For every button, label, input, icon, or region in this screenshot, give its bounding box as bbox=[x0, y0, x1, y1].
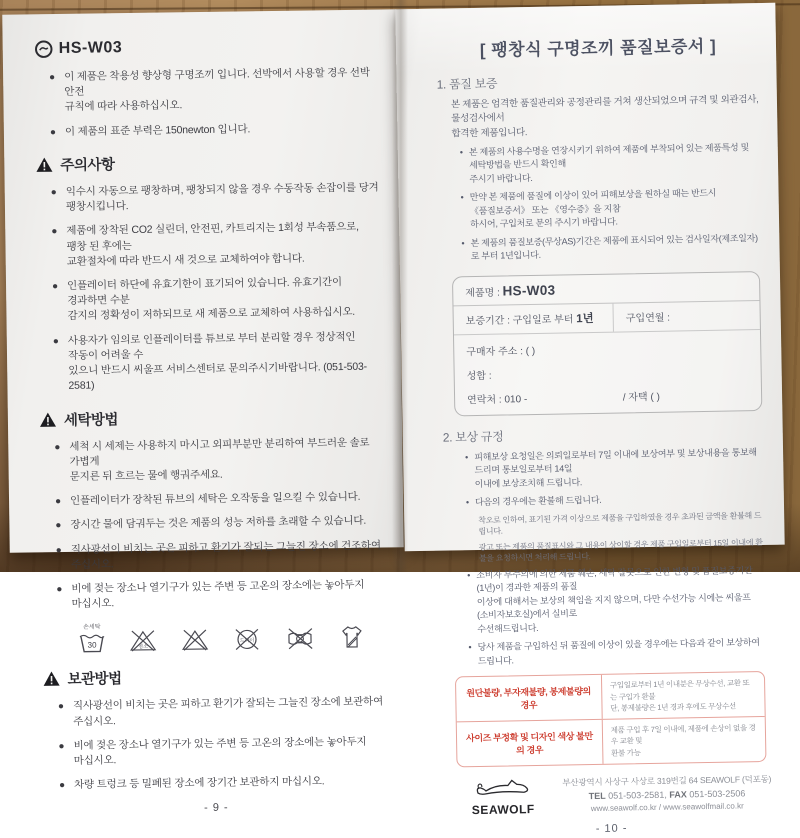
seawolf-logo bbox=[459, 776, 548, 818]
washing-section-heading bbox=[40, 404, 382, 430]
washing-bullet-4: 직사광선이 비치는 곳은 피하고 환기가 잘되는 그늘진 장소에 건조하여 주십시오. bbox=[70, 539, 381, 571]
refund-case-1: 착오로 인하여, 표기된 가격 이상으로 제품을 구입하였을 경우 초과된 금액을 환불해 드립니다. bbox=[478, 510, 762, 536]
booklet-spine-shadow bbox=[392, 0, 408, 572]
bullet-dot: ● bbox=[55, 520, 62, 532]
buyer-name-field: 성함 : bbox=[466, 370, 492, 382]
product-title-row bbox=[35, 36, 377, 59]
tel-label: TEL bbox=[588, 791, 606, 802]
bullet-dot: • bbox=[459, 146, 464, 158]
table-row bbox=[456, 672, 765, 721]
bullet-dot: ● bbox=[58, 740, 65, 752]
svg-text:30: 30 bbox=[87, 640, 97, 651]
list-item bbox=[50, 120, 378, 140]
company-contact-block bbox=[561, 773, 774, 814]
company-phone-line bbox=[561, 788, 773, 802]
caution-bullet-3: 인플레이터 하단에 유효기한이 표기되어 있습니다. 유효기간이 경과하면 수분 감지의 정확성이 저하되므로 새 제품으로 교체하여 사용하십시오. bbox=[67, 276, 356, 323]
contact-home-label: / 자택 ( ) bbox=[622, 391, 660, 404]
bullet-dot: ● bbox=[49, 72, 56, 84]
warranty-period-cell bbox=[453, 303, 613, 334]
contact-mobile-label: 연락처 : 010 - bbox=[467, 393, 528, 406]
washing-bullet-5: 비에 젖는 장소나 열기구가 있는 주변 등 고온의 장소에는 놓아두지 마십시오. bbox=[71, 578, 365, 611]
company-address: 부산광역시 사상구 사상로 319번길 64 SEAWOLF (덕포동) bbox=[562, 774, 772, 788]
table-row bbox=[457, 716, 766, 766]
storage-bullet-2: 비에 젖은 장소나 열기구가 있는 주변 등 고온의 장소에는 놓아두지 마십시오. bbox=[73, 735, 367, 767]
bullet-dot: • bbox=[461, 237, 465, 248]
drip-dry-shirt-icon bbox=[339, 624, 365, 650]
section-title: 세탁방법 bbox=[63, 411, 119, 429]
bullet-dot: ● bbox=[51, 280, 59, 293]
page-number-left: - 9 - bbox=[203, 801, 229, 814]
no-bleach-icon bbox=[181, 628, 209, 652]
svg-text:염소: 염소 bbox=[138, 644, 148, 651]
warranty-registration-card bbox=[452, 271, 762, 416]
hand-wash-30-icon bbox=[79, 622, 105, 654]
seawolf-wolf-sketch-icon bbox=[472, 776, 534, 803]
purchase-date-label: 구입연월 : bbox=[625, 312, 671, 325]
storage-bullet-1: 직사광선이 비치는 곳은 피하고 환기가 잘되는 그늘진 장소에 보관하여 주십시오. bbox=[72, 695, 384, 728]
storage-bullet-3: 차량 트렁크 등 밀폐된 장소에 장기간 보관하지 마십시오. bbox=[73, 775, 325, 792]
washing-bullet-3: 장시간 물에 담궈두는 것은 제품의 성능 저하를 초래할 수 있습니다. bbox=[70, 515, 367, 532]
buyer-address-field: 구매자 주소 : ( ) bbox=[466, 345, 536, 358]
bullet-dot: • bbox=[468, 642, 472, 653]
bullet-dot: ● bbox=[49, 126, 57, 138]
defect-case-cell: 원단불량, 부자재불량, 봉제불량의 경우 bbox=[466, 686, 591, 711]
washing-bullet-1: 세척 시 세제는 사용하지 마시고 외피부분만 분리하여 부드러운 솔로 가볍게 문지른 뒤 흐르는 물에 행궈주세요. bbox=[69, 436, 370, 483]
caution-section-heading bbox=[36, 149, 378, 175]
bullet-dot: ● bbox=[54, 441, 61, 453]
list-item bbox=[49, 66, 378, 116]
seawolf-wordmark: SEAWOLF bbox=[471, 801, 535, 817]
bullet-dot: ● bbox=[52, 335, 59, 347]
fax-value: 051-503-2506 bbox=[689, 788, 746, 800]
buyer-contact-field bbox=[467, 386, 749, 406]
compensation-table bbox=[455, 671, 767, 767]
refund-case-2: 광고 또는 제품의 품질표시와 그 내용이 상이할 경우 제품 구입일로부터 15일 이내에 환불을 요청하시면 처리해 드립니다. bbox=[478, 537, 763, 563]
warranty-title: [ 팽창식 구명조끼 품질보증서 ] bbox=[479, 36, 717, 60]
hand-wash-label: 손세탁 bbox=[83, 624, 101, 632]
section1-heading: 1. 품질 보증 bbox=[436, 76, 498, 92]
bullet-dot: ● bbox=[57, 701, 65, 713]
product-name-value: HS-W03 bbox=[502, 282, 556, 299]
company-footer bbox=[459, 772, 774, 817]
laundry-symbol-row bbox=[79, 618, 385, 654]
compensation-bullet-2: 다음의 경우에는 환불해 드립니다. bbox=[474, 495, 602, 508]
warranty-period-value: 1년 bbox=[576, 312, 594, 325]
tel-value: 051-503-2581, bbox=[608, 789, 667, 802]
caution-bullet-1: 익수시 자동으로 팽창하며, 팽창되지 않을 경우 수동작동 손잡이를 당겨 팽창시킵니다. bbox=[65, 181, 379, 213]
warranty-page-10 bbox=[395, 3, 784, 835]
caution-bullet-4: 사용자가 임의로 인플레이터를 튜브로 부터 분리할 경우 정상적인 작동이 어려울 수 있으니 반드시 씨울프 서비스센터로 문의주시기바랍니다. (051-503-2581) bbox=[67, 330, 368, 393]
buyer-info-block bbox=[454, 330, 761, 415]
warranty-period-label: 보증기간 : 구입일로 부터 bbox=[465, 314, 574, 327]
intro-bullet-1: 이 제품은 착용성 향상형 구명조끼 입니다. 선박에서 사용할 경우 선박 안전 규칙에 따라 사용하십시오. bbox=[64, 66, 370, 114]
section-title: 주의사항 bbox=[60, 157, 115, 174]
bullet-dot: ● bbox=[56, 584, 63, 596]
warning-triangle-icon bbox=[36, 157, 52, 172]
compensation-bullet-1: 피해보상 요청일은 의뢰일로부터 7일 이내에 보상여부 및 보상내용을 통보해 드리며 통보일로부터 14일 이내에 보상조치해 드립니다. bbox=[474, 446, 757, 489]
product-model-title: HS-W03 bbox=[58, 39, 123, 57]
page-number-right: - 10 - bbox=[595, 822, 628, 835]
caution-bullet-2: 제품에 장착된 CO2 실린더, 안전핀, 카트리지는 1회성 부속품으로, 팽창 된 후에는 교환절차에 따라 반드시 새 것으로 교체하여야 합니다. bbox=[66, 221, 359, 268]
bullet-dot: • bbox=[467, 569, 471, 580]
bullet-dot: ● bbox=[50, 186, 57, 198]
bullet-dot: ● bbox=[58, 780, 66, 792]
warning-triangle-icon bbox=[40, 412, 56, 427]
no-wring-icon bbox=[285, 627, 315, 651]
bullet-dot: ● bbox=[54, 496, 62, 508]
washing-bullet-2: 인플레이터가 장착된 튜브의 세탁은 오작동을 일으킬 수 있습니다. bbox=[70, 490, 361, 508]
bullet-dot: ● bbox=[55, 544, 62, 556]
storage-section-heading bbox=[43, 664, 385, 690]
no-chlorine-bleach-icon bbox=[129, 629, 157, 653]
defect-action-cell: 구입일로부터 1년 이내분은 무상수선, 교환 또는 구입가 환불 단, 봉제불량은 1년 경과 후에도 무상수선 bbox=[601, 672, 765, 719]
compensation-bullet-4: 당사 제품을 구입하신 뒤 품질에 이상이 있을 경우에는 다음과 같이 보상하여 드립니다. bbox=[477, 637, 760, 666]
bullet-dot: • bbox=[465, 451, 469, 462]
company-websites: www.seawolf.co.kr / www.seawolfmail.co.kr bbox=[590, 801, 744, 814]
fax-label: FAX bbox=[669, 789, 687, 800]
seawolf-brandmark-icon bbox=[35, 40, 53, 58]
bullet-dot: • bbox=[465, 497, 470, 508]
section1-intro: 본 제품은 엄격한 품질관리와 공정관리를 거쳐 생산되었으며 규격 및 외관검사, 물성검사에서 합격한 제품입니다. bbox=[450, 94, 759, 139]
quality-bullet-1: 본 제품의 사용수명을 연장시키기 위하여 제품에 부착되어 있는 제품특성 및 세탁방법을 반드시 확인해 주시기 바랍니다. bbox=[468, 141, 750, 184]
section2-heading: 2. 보상 규정 bbox=[442, 429, 504, 445]
intro-bullet-2: 이 제품의 표준 부력은 150newton 입니다. bbox=[64, 122, 251, 138]
warning-triangle-icon bbox=[43, 672, 59, 687]
purchase-date-cell bbox=[613, 301, 760, 332]
svg-text:드라이: 드라이 bbox=[239, 638, 255, 645]
bullet-dot: ● bbox=[51, 226, 58, 238]
section-title: 보관방법 bbox=[67, 671, 122, 689]
bullet-dot: • bbox=[460, 192, 464, 203]
size-action-cell: 제품 구입 후 7일 이내에, 제품에 손상이 없을 경우 교환 및 환불 가능 bbox=[601, 717, 765, 764]
quality-bullet-2: 만약 본 제품에 품질에 이상이 있어 피해보상을 원하실 때는 반드시 《품질보증서》 또는 《영수증》을 지참 하시어, 구입처로 문의 주시기 바랍니다. bbox=[469, 188, 717, 230]
no-dry-clean-icon bbox=[233, 628, 261, 652]
quality-bullet-3: 본 제품의 품질보증(무상AS)기간은 제품에 표시되어 있는 검사일자(제조일자)로 부터 1년입니다. bbox=[470, 232, 758, 262]
size-case-cell: 사이즈 부정확 및 디자인 색상 불만의 경우 bbox=[466, 730, 593, 756]
manual-page-9 bbox=[2, 9, 403, 814]
product-name-label: 제품명 : bbox=[465, 287, 500, 299]
compensation-bullet-3: 소비자 부주의에 의한 제품 훼손, 세탁 잘못으로 인한 변형 및 품질보증기간(1년)이 경과한 제품의 품질 이상에 대해서는 보상의 책임을 지지 않으며, 다만 수선가능 시에는 씨울프(소비자보호실)에서 실비로 수선해드립니다. bbox=[476, 564, 753, 634]
